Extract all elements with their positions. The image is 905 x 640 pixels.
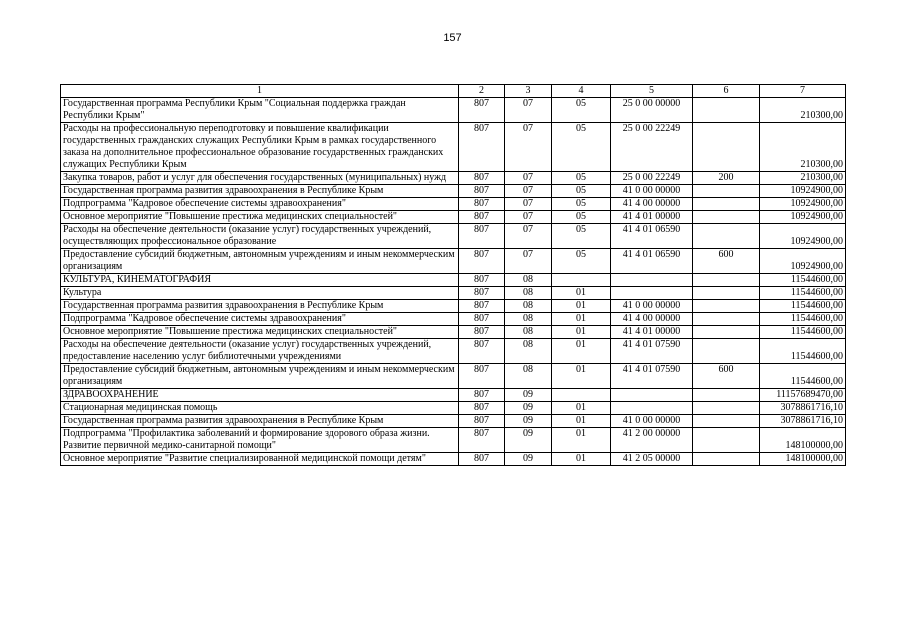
table-row (61, 389, 846, 402)
row-target-article (611, 402, 693, 415)
header-col-3: 3 (505, 85, 552, 98)
table-row (61, 339, 846, 364)
row-name: Культура (61, 287, 459, 300)
row-expense-type (693, 389, 760, 402)
row-section-code: 07 (505, 172, 552, 185)
row-section-code: 07 (505, 123, 552, 172)
row-ved-code: 807 (459, 123, 505, 172)
row-section-code: 08 (505, 339, 552, 364)
row-subsection-code: 05 (552, 185, 611, 198)
table-row (61, 185, 846, 198)
row-expense-type (693, 98, 760, 123)
row-section-code: 09 (505, 428, 552, 453)
row-name: Основное мероприятие "Повышение престижа медицинских специальностей" (61, 326, 459, 339)
table-row (61, 364, 846, 389)
header-col-1: 1 (61, 85, 459, 98)
row-subsection-code: 01 (552, 326, 611, 339)
row-expense-type (693, 402, 760, 415)
row-amount: 210300,00 (760, 98, 846, 123)
row-amount: 148100000,00 (760, 453, 846, 466)
table-row (61, 287, 846, 300)
header-col-2: 2 (459, 85, 505, 98)
row-subsection-code (552, 389, 611, 402)
row-subsection-code: 05 (552, 172, 611, 185)
row-expense-type (693, 274, 760, 287)
row-target-article: 41 4 01 00000 (611, 211, 693, 224)
row-target-article: 41 2 05 00000 (611, 453, 693, 466)
row-amount: 10924900,00 (760, 249, 846, 274)
table-row (61, 453, 846, 466)
row-ved-code: 807 (459, 198, 505, 211)
header-col-7: 7 (760, 85, 846, 98)
table-row (61, 326, 846, 339)
header-col-6: 6 (693, 85, 760, 98)
row-name: Государственная программа развития здравоохранения в Республике Крым (61, 300, 459, 313)
table-row (61, 172, 846, 185)
page-number: 157 (443, 32, 462, 44)
row-expense-type (693, 326, 760, 339)
row-amount: 11544600,00 (760, 339, 846, 364)
row-name: Основное мероприятие "Повышение престижа медицинских специальностей" (61, 211, 459, 224)
table-row (61, 224, 846, 249)
row-ved-code: 807 (459, 453, 505, 466)
row-target-article: 41 4 01 00000 (611, 326, 693, 339)
row-section-code: 08 (505, 274, 552, 287)
table-row (61, 428, 846, 453)
row-amount: 11157689470,00 (760, 389, 846, 402)
row-expense-type (693, 211, 760, 224)
row-amount: 3078861716,10 (760, 415, 846, 428)
row-ved-code: 807 (459, 389, 505, 402)
row-subsection-code: 05 (552, 98, 611, 123)
table-row (61, 300, 846, 313)
row-expense-type (693, 300, 760, 313)
row-ved-code: 807 (459, 415, 505, 428)
row-subsection-code: 05 (552, 198, 611, 211)
row-name: Основное мероприятие "Развитие специализированной медицинской помощи детям" (61, 453, 459, 466)
row-target-article (611, 287, 693, 300)
row-section-code: 08 (505, 287, 552, 300)
row-expense-type (693, 224, 760, 249)
table-row (61, 313, 846, 326)
header-col-4: 4 (552, 85, 611, 98)
row-name: Предоставление субсидий бюджетным, автономным учреждениям и иным некоммерческим организациям (61, 249, 459, 274)
row-expense-type (693, 339, 760, 364)
table-row (61, 415, 846, 428)
row-ved-code: 807 (459, 274, 505, 287)
row-ved-code: 807 (459, 249, 505, 274)
row-name: Расходы на обеспечение деятельности (оказание услуг) государственных учреждений, осуществляющих профессиональное образование (61, 224, 459, 249)
row-amount: 210300,00 (760, 172, 846, 185)
row-expense-type (693, 198, 760, 211)
row-target-article: 25 0 00 00000 (611, 98, 693, 123)
row-target-article (611, 274, 693, 287)
budget-table (60, 84, 846, 466)
row-section-code: 08 (505, 364, 552, 389)
row-expense-type (693, 415, 760, 428)
row-subsection-code: 05 (552, 224, 611, 249)
row-amount: 10924900,00 (760, 198, 846, 211)
row-amount: 11544600,00 (760, 300, 846, 313)
table-row (61, 249, 846, 274)
row-name: Подпрограмма "Кадровое обеспечение системы здравоохранения" (61, 198, 459, 211)
row-subsection-code: 01 (552, 402, 611, 415)
row-ved-code: 807 (459, 287, 505, 300)
row-expense-type (693, 428, 760, 453)
row-section-code: 07 (505, 185, 552, 198)
row-name: Расходы на профессиональную переподготовку и повышение квалификации государственных гражданских служащих Республики Крым в рамках государственного заказа на дополнительное профессиональное образование государственных гражданских служащих Республики Крым (61, 123, 459, 172)
row-ved-code: 807 (459, 402, 505, 415)
row-ved-code: 807 (459, 185, 505, 198)
row-name: Государственная программа развития здравоохранения в Республике Крым (61, 185, 459, 198)
row-expense-type (693, 313, 760, 326)
row-section-code: 08 (505, 300, 552, 313)
row-expense-type: 600 (693, 249, 760, 274)
row-name: ЗДРАВООХРАНЕНИЕ (61, 389, 459, 402)
row-ved-code: 807 (459, 364, 505, 389)
row-subsection-code: 01 (552, 428, 611, 453)
row-section-code: 09 (505, 402, 552, 415)
row-name: Предоставление субсидий бюджетным, автономным учреждениям и иным некоммерческим организациям (61, 364, 459, 389)
row-amount: 10924900,00 (760, 211, 846, 224)
row-target-article: 41 4 01 07590 (611, 364, 693, 389)
row-amount: 148100000,00 (760, 428, 846, 453)
row-name: Государственная программа Республики Крым "Социальная поддержка граждан Республики Крым" (61, 98, 459, 123)
row-target-article: 41 0 00 00000 (611, 415, 693, 428)
row-subsection-code: 01 (552, 415, 611, 428)
row-name: Закупка товаров, работ и услуг для обеспечения государственных (муниципальных) нужд (61, 172, 459, 185)
row-ved-code: 807 (459, 326, 505, 339)
row-subsection-code (552, 274, 611, 287)
row-amount: 11544600,00 (760, 287, 846, 300)
row-amount: 10924900,00 (760, 224, 846, 249)
row-subsection-code: 01 (552, 287, 611, 300)
row-subsection-code: 05 (552, 249, 611, 274)
table-row (61, 274, 846, 287)
row-name: Государственная программа развития здравоохранения в Республике Крым (61, 415, 459, 428)
row-section-code: 07 (505, 224, 552, 249)
row-name: Подпрограмма "Профилактика заболеваний и формирование здорового образа жизни. Развитие первичной медико-санитарной помощи" (61, 428, 459, 453)
row-subsection-code: 05 (552, 211, 611, 224)
row-target-article: 41 0 00 00000 (611, 185, 693, 198)
row-target-article: 41 0 00 00000 (611, 300, 693, 313)
table-row (61, 211, 846, 224)
row-ved-code: 807 (459, 224, 505, 249)
row-amount: 11544600,00 (760, 326, 846, 339)
row-expense-type (693, 123, 760, 172)
row-target-article: 41 4 00 00000 (611, 198, 693, 211)
row-target-article: 25 0 00 22249 (611, 172, 693, 185)
row-amount: 11544600,00 (760, 364, 846, 389)
row-amount: 210300,00 (760, 123, 846, 172)
row-section-code: 09 (505, 389, 552, 402)
row-name: КУЛЬТУРА, КИНЕМАТОГРАФИЯ (61, 274, 459, 287)
row-expense-type: 600 (693, 364, 760, 389)
row-expense-type: 200 (693, 172, 760, 185)
row-expense-type (693, 287, 760, 300)
row-target-article: 41 4 01 06590 (611, 249, 693, 274)
table-row (61, 98, 846, 123)
row-section-code: 07 (505, 249, 552, 274)
header-row (61, 85, 846, 98)
row-amount: 10924900,00 (760, 185, 846, 198)
row-ved-code: 807 (459, 313, 505, 326)
row-subsection-code: 01 (552, 300, 611, 313)
row-target-article: 25 0 00 22249 (611, 123, 693, 172)
row-expense-type (693, 453, 760, 466)
row-subsection-code: 05 (552, 123, 611, 172)
row-ved-code: 807 (459, 211, 505, 224)
row-name: Расходы на обеспечение деятельности (оказание услуг) государственных учреждений, предоставление населению услуг библиотечными учреждениями (61, 339, 459, 364)
row-target-article: 41 4 01 07590 (611, 339, 693, 364)
table-row (61, 123, 846, 172)
row-ved-code: 807 (459, 172, 505, 185)
row-ved-code: 807 (459, 428, 505, 453)
table-row (61, 402, 846, 415)
row-section-code: 07 (505, 98, 552, 123)
row-name: Стационарная медицинская помощь (61, 402, 459, 415)
row-target-article (611, 389, 693, 402)
row-subsection-code: 01 (552, 364, 611, 389)
row-subsection-code: 01 (552, 339, 611, 364)
row-section-code: 07 (505, 211, 552, 224)
row-section-code: 09 (505, 415, 552, 428)
row-amount: 3078861716,10 (760, 402, 846, 415)
row-target-article: 41 4 00 00000 (611, 313, 693, 326)
row-section-code: 08 (505, 313, 552, 326)
row-target-article: 41 4 01 06590 (611, 224, 693, 249)
row-ved-code: 807 (459, 300, 505, 313)
header-col-5: 5 (611, 85, 693, 98)
row-target-article: 41 2 00 00000 (611, 428, 693, 453)
row-section-code: 07 (505, 198, 552, 211)
row-amount: 11544600,00 (760, 274, 846, 287)
row-subsection-code: 01 (552, 453, 611, 466)
row-ved-code: 807 (459, 98, 505, 123)
row-ved-code: 807 (459, 339, 505, 364)
row-section-code: 08 (505, 326, 552, 339)
row-expense-type (693, 185, 760, 198)
row-subsection-code: 01 (552, 313, 611, 326)
row-name: Подпрограмма "Кадровое обеспечение системы здравоохранения" (61, 313, 459, 326)
row-section-code: 09 (505, 453, 552, 466)
row-amount: 11544600,00 (760, 313, 846, 326)
table-row (61, 198, 846, 211)
